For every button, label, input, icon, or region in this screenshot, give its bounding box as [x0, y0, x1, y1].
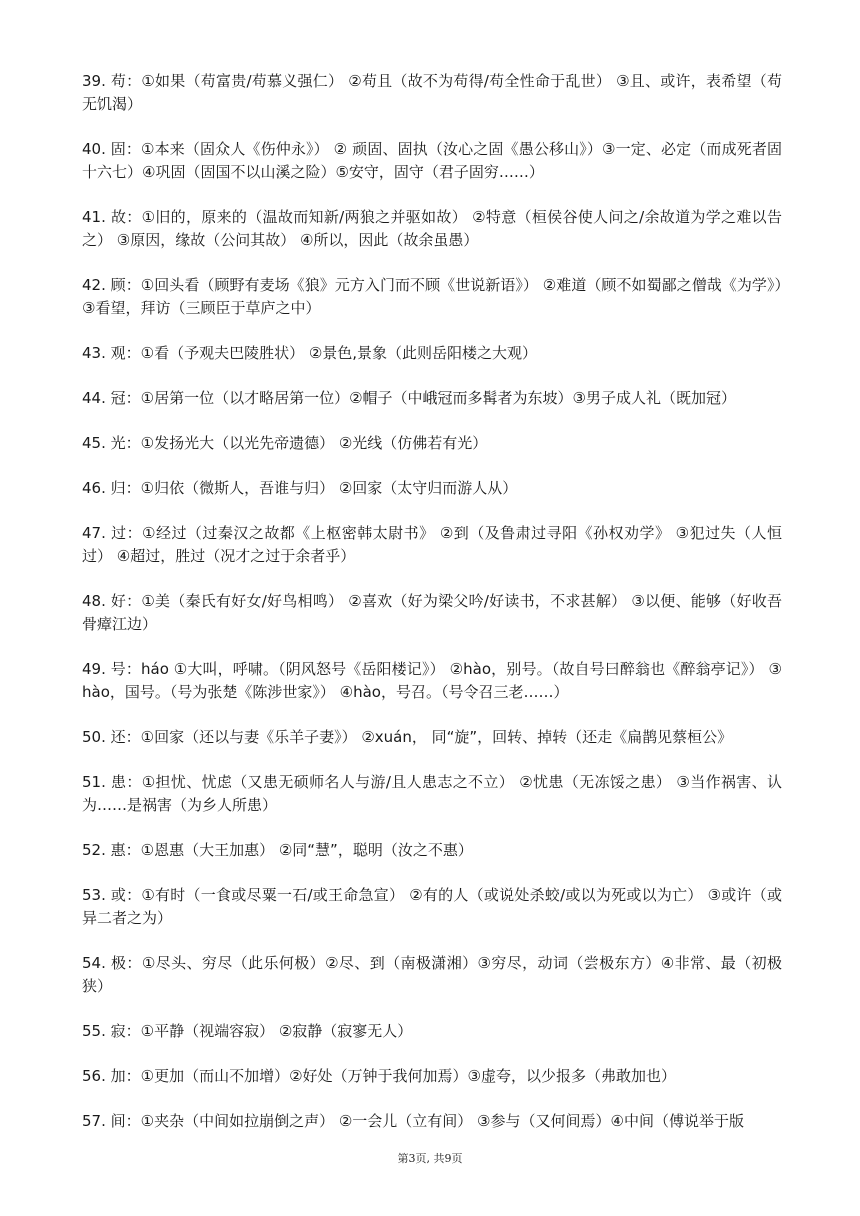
entry-48: 48. 好：①美（秦氏有好女/好鸟相鸣） ②喜欢（好为梁父吟/好读书，不求甚解） ③以便、能够（好收吾骨瘴江边）	[82, 592, 782, 633]
entry-56: 56. 加：①更加（而山不加增）②好处（万钟于我何加焉）③虚夸，以少报多（弗敢加也）	[82, 1067, 676, 1085]
entry-41: 41. 故：①旧的，原来的（温故而知新/两狼之并驱如故） ②特意（桓侯谷使人问之/余故道为学之难以告之） ③原因，缘故（公问其故） ④所以，因此（故余虽愚）	[82, 208, 782, 249]
entry-53: 53. 或：①有时（一食或尽粟一石/或王命急宣） ②有的人（或说处杀蛟/或以为死或以为亡） ③或许（或异二者之为）	[82, 886, 782, 927]
entry-57: 57. 间：①夹杂（中间如拉崩倒之声） ②一会儿（立有间） ③参与（又何间焉）④中间（傅说举于版	[82, 1112, 744, 1130]
entry-51: 51. 患：①担忧、忧虑（又患无硕师名人与游/且人患志之不立） ②忧患（无冻馁之患） ③当作祸害、认为……是祸害（为乡人所患）	[82, 773, 782, 814]
entry-42: 42. 顾：①回头看（顾野有麦场《狼》元方入门而不顾《世说新语》） ②难道（顾不如蜀鄙之僧哉《为学》）③看望，拜访（三顾臣于草庐之中）	[82, 276, 782, 317]
entry-50: 50. 还：①回家（还以与妻《乐羊子妻》） ②xuán， 同“旋”，回转、掉转（还走《扁鹊见蔡桓公》	[82, 728, 733, 746]
entry-46: 46. 归：①归依（微斯人，吾谁与归） ②回家（太守归而游人从）	[82, 479, 518, 497]
entry-39: 39. 苟：①如果（苟富贵/苟慕义强仁） ②苟且（故不为苟得/苟全性命于乱世） ③且、或许，表希望（苟无饥渴）	[82, 72, 782, 113]
entry-52: 52. 惠：①恩惠（大王加惠） ②同“慧”，聪明（汝之不惠）	[82, 841, 473, 859]
page-footer: 第3页, 共9页	[397, 1152, 463, 1165]
entry-49: 49. 号：háo ①大叫，呼啸。（阴风怒号《岳阳楼记》） ②hào，别号。（故自号曰醉翁也《醉翁亭记》） ③hào，国号。（号为张楚《陈涉世家》） ④hào，号召。（号令召三老……）	[82, 660, 782, 701]
entry-44: 44. 冠：①居第一位（以才略居第一位）②帽子（中峨冠而多髯者为东坡）③男子成人礼（既加冠）	[82, 389, 736, 407]
entry-45: 45. 光：①发扬光大（以光先帝遗德） ②光线（仿佛若有光）	[82, 434, 488, 452]
entry-43: 43. 观：①看（予观夫巴陵胜状） ②景色,景象（此则岳阳楼之大观）	[82, 344, 538, 362]
document-body	[82, 70, 782, 1155]
entry-40: 40. 固：①本来（固众人《伤仲永》） ② 顽固、固执（汝心之固《愚公移山》）③一定、必定（而成死者固十六七）④巩固（固国不以山溪之险）⑤安守，固守（君子固穷……）	[82, 140, 782, 181]
entry-55: 55. 寂：①平静（视端容寂） ②寂静（寂寥无人）	[82, 1022, 413, 1040]
entry-47: 47. 过：①经过（过秦汉之故都《上枢密韩太尉书》 ②到（及鲁肃过寻阳《孙权劝学》 ③犯过失（人恒过） ④超过，胜过（况才之过于余者乎）	[82, 524, 782, 565]
entry-54: 54. 极：①尽头、穷尽（此乐何极）②尽、到（南极潇湘）③穷尽，动词（尝极东方）④非常、最（初极狭）	[82, 954, 782, 995]
